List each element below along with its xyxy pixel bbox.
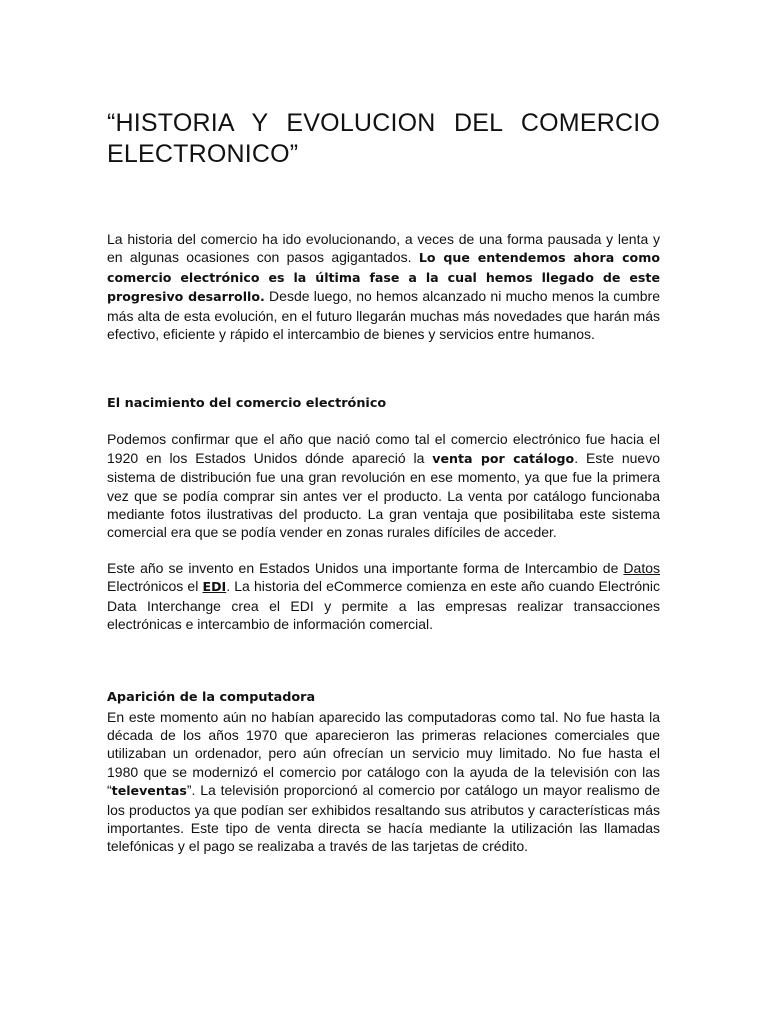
origin-paragraph-2 [107,559,660,634]
origin-p1-text-2: . Este nuevo sistema de distribución fue una gran revolución en ese momento, ya que fue la primera vez que se podía comprar sin antes ver el producto. La venta por catálogo funcionaba mediante fotos ilustrativas del producto. La gran ventaja que posibilitaba este sistema comercial era que se podía vender en zonas rurales difíciles de acceder. [107,449,661,541]
origin-p2-text-3: . La historia del eCommerce comienza en este año cuando Electrónic Data Interchange crea el EDI y permite a las empresas realizar transacciones electrónicas e intercambio de información comercial. [107,578,660,633]
intro-paragraph [107,230,660,343]
origin-p2-text-1: Este año se invento en Estados Unidos una importante forma de Intercambio de [107,559,624,576]
title-line-2: ELECTRONICO” [107,140,299,168]
section-heading-computer: Aparición de la computadora [107,689,316,705]
datos-link[interactable]: Datos [623,559,660,576]
section-heading-origin: El nacimiento del comercio electrónico [107,396,387,412]
origin-p1-text-1: Podemos confirmar que el año que nació como tal el comercio electrónico fue hacia el 1920 en los Estados Unidos dónde apareció la [107,431,660,466]
computer-text-1: En este momento aún no habían aparecido las computadoras como tal. No fue hasta la década de los años 1970 que aparecieron las primeras relaciones comerciales que utilizaban un ordenador, pero aún ofrecían un servicio muy limitado. No fue hasta el 1980 que se modernizó el comercio por catálogo con la ayuda de la televisión con las “ [107,708,660,799]
origin-paragraph-1 [107,430,660,541]
intro-text-2: Desde luego, no hemos alcanzado ni mucho menos la cumbre más alta de esta evolución, en el futuro llegarán muchas más novedades que harán más efectivo, eficiente y rápido el intercambio de bienes y servicios entre humanos. [107,288,660,343]
intro-bold-text: Lo que entendemos ahora como comercio electrónico es la última fase a la cual hemos llegado de este progresivo desarrollo. [107,250,660,305]
computer-paragraph [107,708,660,856]
title-line-1: “HISTORIA Y EVOLUCION DEL COMERCIO [107,109,660,137]
document-title [107,108,660,170]
intro-text-1: La historia del comercio ha ido evolucionando, a veces de una forma pausada y lenta y en algunas ocasiones con pasos agigantados. [107,231,660,266]
origin-p2-text-2: Electrónicos el [107,578,203,595]
origin-p1-bold: venta por catálogo [432,450,575,466]
computer-text-2: ”. La televisión proporcionó al comercio por catálogo un mayor realismo de los productos ya que podían ser exhibidos resaltando sus atributos y características más importantes. Este tipo de venta directa se hacía mediante la utilización las llamadas telefónicas y el pago se realizaba a través de las tarjetas de crédito. [107,782,660,855]
document-page [107,108,660,856]
computer-bold: televentas [111,783,187,799]
edi-link[interactable]: EDI [202,579,227,595]
